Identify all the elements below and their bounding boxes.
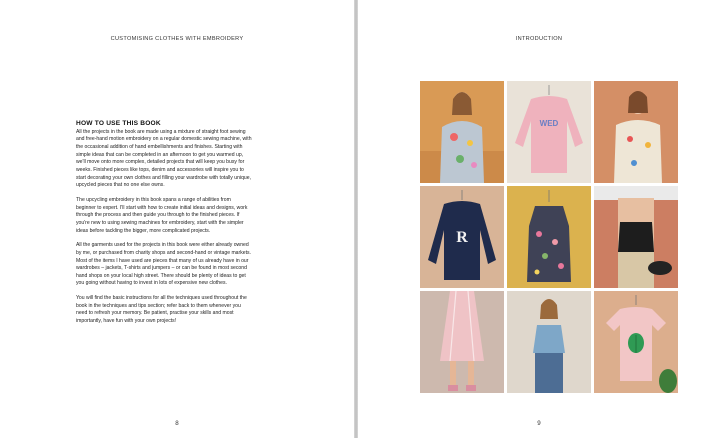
paragraph-2: The upcycling embroidery in this book spans a range of abilities from beginner to expert. I'll start with how to create initial ideas and designs, work through the process and then guide you through to the finished pieces. If you're new to using sewing machines for embroidery, start with the simpler ideas before tackling the bigger, more complicated projects. [76,196,248,234]
photo-model-cream-fleece-jacket [594,81,678,183]
paragraph-3: All the garments used for the projects in this book were either already owned by me, or purchased from charity shops and second-hand or vintage markets. Most of the items I have used are pieces that many of us already have in our wardrobes – jackets, T-shirts and jumpers – or can be found in most second hand shops on your local high street. There should be plenty of ideas to get you going without having to invest in lots of expensive new clothes. [76,242,251,287]
running-head-left: CUSTOMISING CLOTHES WITH EMBROIDERY [110,36,244,42]
photo-pink-tshirt-leaf-embroidery [594,291,678,393]
photo-grid [420,81,678,393]
left-page [0,0,354,438]
photo-model-denim-vest-top [507,291,591,393]
running-head-right: INTRODUCTION [515,36,563,42]
jumper-letter: R [456,229,468,246]
photo-model-embroidered-denim-jacket [420,81,504,183]
paragraph-1: All the projects in the book are made using a mixture of straight foot sewing and free-hand motion embroidery on a regular domestic sewing machine, with the occasional addition of hand embellishments and finishes. Starting with simple ideas that can be completed in an afternoon to get you warmed up, we'll move onto more complex, detailed projects that will keep you busy for weeks. Finished pieces like tops, denim and accessories will inspire you to start decorating your own clothes and filling your wardrobe with totally unique, upcycled pieces that no one else owns. [76,128,252,189]
paragraph-4: You will find the basic instructions for all the techniques used throughout the book in the techniques and tips section; refer back to them whenever you need to refresh your memory. Be patient, practise your skills and most importantly, have fun with your own projects! [76,295,247,325]
page-number-right: 9 [537,420,541,427]
body-text [76,120,252,333]
page-number-left: 8 [175,420,179,427]
right-page [358,0,720,438]
photo-pink-striped-skirt [420,291,504,393]
section-title: HOW TO USE THIS BOOK [76,120,161,127]
sweatshirt-lettering: WED [539,119,559,128]
photo-navy-letter-jumper [420,186,504,288]
photo-model-black-lace-top [594,186,678,288]
photo-pink-embroidered-sweatshirt [507,81,591,183]
photo-floral-camisole-top [507,186,591,288]
